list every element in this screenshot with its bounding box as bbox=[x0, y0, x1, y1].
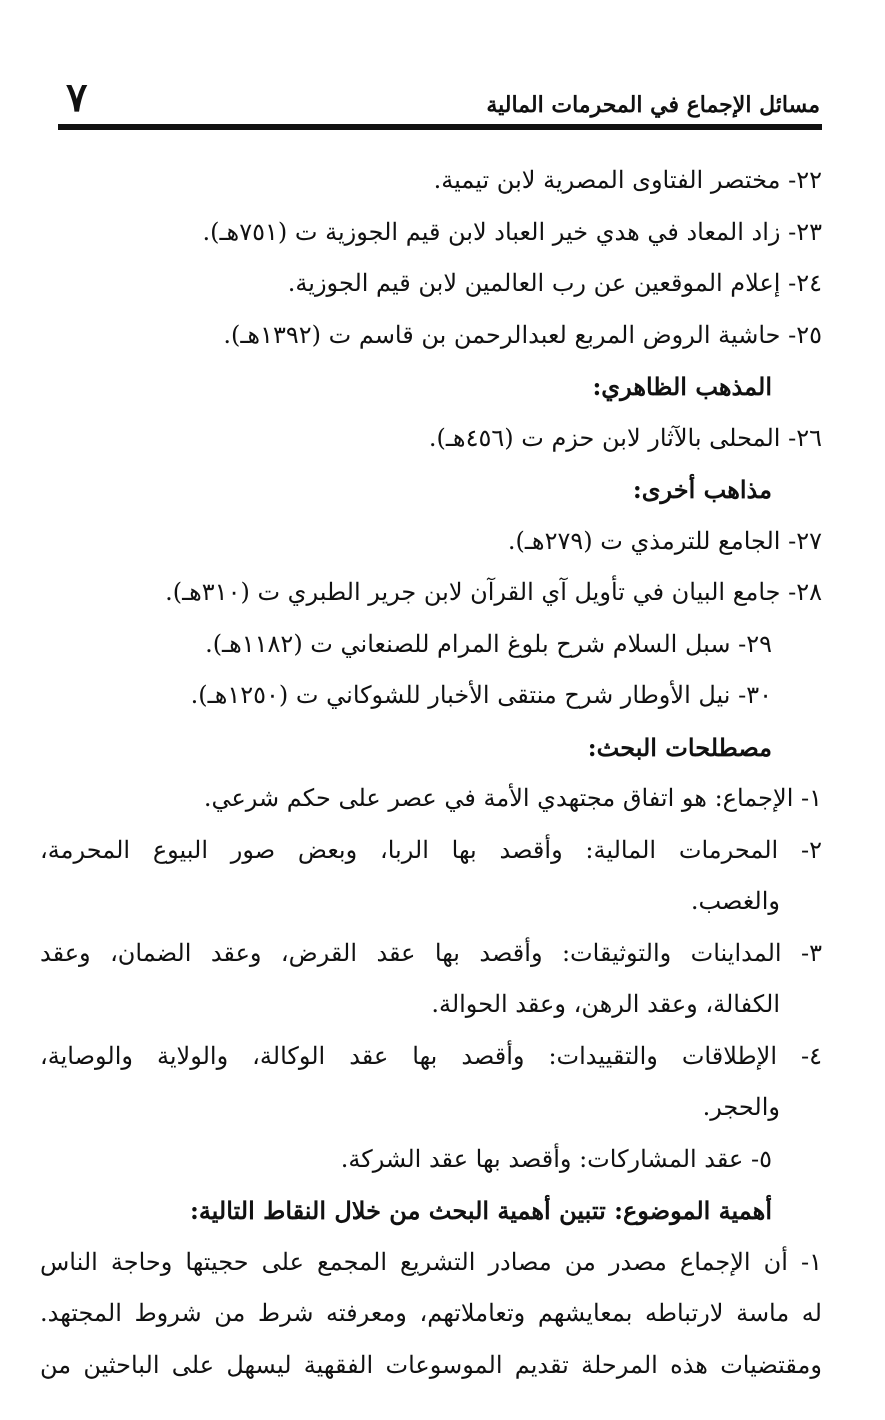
list-item: ٢٤- إعلام الموقعين عن رب العالمين لابن قيم الجوزية. bbox=[287, 269, 822, 297]
section-heading: مصطلحات البحث: bbox=[587, 732, 772, 762]
list-item: ٢٩- سبل السلام شرح بلوغ المرام للصنعاني ت (١١٨٢هـ). bbox=[205, 629, 772, 658]
list-item: ٢- المحرمات المالية: وأقصد بها الربا، وبعض صور البيوع المحرمة، bbox=[40, 835, 822, 864]
section-heading: أهمية الموضوع: تتبين أهمية البحث من خلال النقاط التالية: bbox=[189, 1196, 772, 1225]
list-item: ٢٥- حاشية الروض المربع لعبدالرحمن بن قاسم ت (١٣٩٢هـ). bbox=[223, 320, 822, 349]
running-title: مسائل الإجماع في المحرمات المالية bbox=[486, 92, 820, 118]
list-item: ٢٢- مختصر الفتاوى المصرية لابن تيمية. bbox=[433, 166, 822, 194]
list-item: ٢٧- الجامع للترمذي ت (٢٧٩هـ). bbox=[507, 526, 822, 555]
page-number: ٧ bbox=[66, 74, 88, 121]
list-item: ٢٦- المحلى بالآثار لابن حزم ت (٤٥٦هـ). bbox=[428, 423, 822, 452]
list-item: ١- أن الإجماع مصدر من مصادر التشريع المجمع على حجيتها وحاجة الناس bbox=[40, 1247, 822, 1276]
paragraph-line: ومقتضيات هذه المرحلة تقديم الموسوعات الفقهية ليسهل على الباحثين من bbox=[40, 1350, 822, 1379]
page-header bbox=[58, 74, 820, 130]
list-item: ٢٨- جامع البيان في تأويل آي القرآن لابن جرير الطبري ت (٣١٠هـ). bbox=[165, 578, 822, 606]
list-item: ٤- الإطلاقات والتقييدات: وأقصد بها عقد الوكالة، والولاية والوصاية، bbox=[40, 1041, 822, 1070]
list-item-continuation: والحجر. bbox=[702, 1093, 780, 1121]
section-heading: مذاهب أخرى: bbox=[632, 475, 772, 504]
list-item: ١- الإجماع: هو اتفاق مجتهدي الأمة في عصر على حكم شرعي. bbox=[203, 784, 822, 812]
list-item: ٣- المداينات والتوثيقات: وأقصد بها عقد القرض، وعقد الضمان، وعقد bbox=[40, 938, 822, 967]
list-item: ٢٣- زاد المعاد في هدي خير العباد لابن قيم الجوزية ت (٧٥١هـ). bbox=[202, 217, 822, 246]
list-item: ٥- عقد المشاركات: وأقصد بها عقد الشركة. bbox=[340, 1144, 772, 1173]
list-item-continuation: الكفالة، وعقد الرهن، وعقد الحوالة. bbox=[431, 990, 780, 1018]
body-text bbox=[40, 155, 822, 1391]
section-heading: المذهب الظاهري: bbox=[592, 372, 772, 401]
list-item: ٣٠- نيل الأوطار شرح منتقى الأخبار للشوكاني ت (١٢٥٠هـ). bbox=[190, 681, 772, 709]
list-item-continuation: والغصب. bbox=[690, 887, 780, 915]
header-rule bbox=[58, 124, 822, 130]
paragraph-line: له ماسة لارتباطه بمعايشهم وتعاملاتهم، ومعرفته شرط من شروط المجتهد. bbox=[40, 1299, 822, 1327]
